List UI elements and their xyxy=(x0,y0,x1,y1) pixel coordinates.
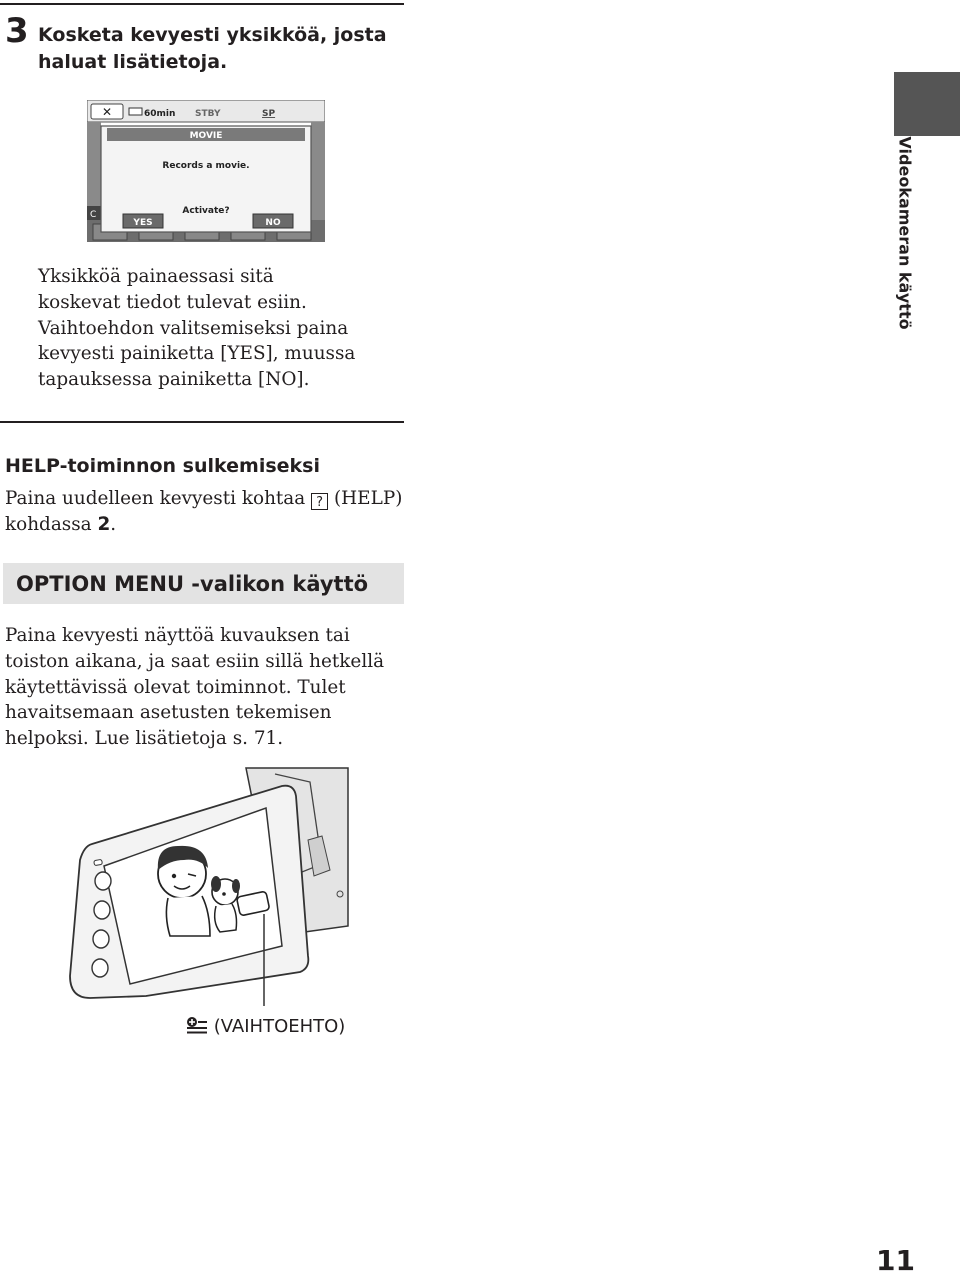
option-caption xyxy=(186,1014,345,1040)
rec-mode: SP xyxy=(262,109,276,119)
help-icon: ? xyxy=(311,493,328,510)
option-heading: OPTION MENU -valikon käyttö xyxy=(16,572,369,596)
option-caption-label: (VAIHTOEHTO) xyxy=(213,1016,346,1037)
camcorder-illustration xyxy=(60,766,350,1008)
help-text: Paina uudelleen kevyesti kohtaa ? (HELP) kohdassa 2. xyxy=(5,488,403,535)
step-description: Yksikköä painaessasi sitä koskevat tiedot tulevat esiin. Vaihtoehdon valitsemiseksi paina kevyesti painiketta [YES], muussa tapauksessa painiketta [NO]. xyxy=(38,266,356,391)
option-heading-bar xyxy=(3,563,404,604)
side-label: Videokameran käyttö xyxy=(895,136,915,330)
dialog-title: MOVIE xyxy=(189,131,223,141)
svg-text:C: C xyxy=(90,210,97,220)
battery-time: 60min xyxy=(144,109,176,119)
option-text: Paina kevyesti näyttöä kuvauksen tai toiston aikana, ja saat esiin sillä hetkellä käytettävissä olevat toiminnot. Tulet havaitsemaan asetusten tekemisen helpoksi. Lue lisätietoja s. 71. xyxy=(5,625,385,750)
lcd-screenshot xyxy=(87,100,325,242)
step-number: 3 xyxy=(5,11,29,51)
no-label: NO xyxy=(265,218,281,228)
help-heading: HELP-toiminnon sulkemiseksi xyxy=(5,455,320,477)
battery-icon xyxy=(129,108,142,115)
dialog-question: Activate? xyxy=(182,206,230,216)
status-text: STBY xyxy=(195,109,221,119)
dialog-description: Records a movie. xyxy=(162,161,250,171)
yes-label: YES xyxy=(133,218,153,228)
section-rule xyxy=(0,421,404,423)
option-icon xyxy=(186,1016,208,1034)
page-number: 11 xyxy=(876,1244,915,1277)
close-icon: ✕ xyxy=(101,105,113,119)
section-tab xyxy=(894,72,960,136)
step-title: Kosketa kevyesti yksikköä, josta haluat lisätietoja. xyxy=(38,24,387,73)
top-rule xyxy=(0,3,404,5)
